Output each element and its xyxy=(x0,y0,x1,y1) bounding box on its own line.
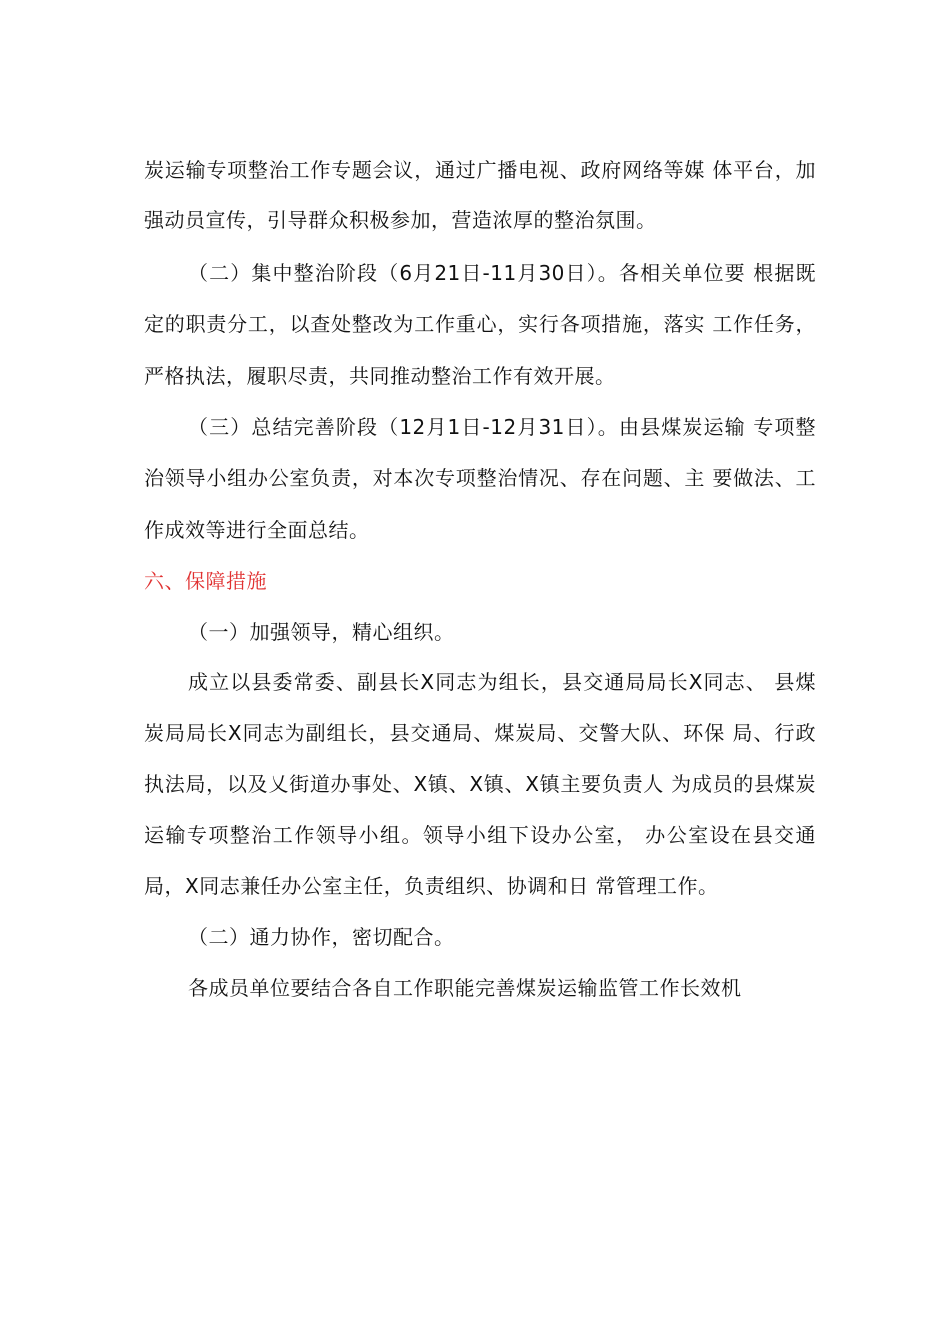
paragraph-line: 运输专项整治工作领导小组。领导小组下设办公室， 办公室设在县交通 xyxy=(144,823,816,847)
subsection-heading: （二）通力协作，密切配合。 xyxy=(188,925,455,949)
paragraph-line: 作成效等进行全面总结。 xyxy=(144,518,370,542)
paragraph-line: （三）总结完善阶段（12月1日-12月31日）。由县煤炭运输 专项整 xyxy=(188,415,816,439)
paragraph-line: 成立以县委常委、副县长X同志为组长，县交通局局长X同志、 县煤 xyxy=(188,670,816,694)
paragraph-line: 炭局局长X同志为副组长，县交通局、煤炭局、交警大队、环保 局、行政 xyxy=(144,721,816,745)
paragraph-line: 治领导小组办公室负责，对本次专项整治情况、存在问题、主 要做法、工 xyxy=(144,466,816,490)
paragraph-line: 各成员单位要结合各自工作职能完善煤炭运输监管工作长效机 xyxy=(188,976,742,1000)
subsection-heading: （一）加强领导，精心组织。 xyxy=(188,620,455,644)
paragraph-line: 炭运输专项整治工作专题会议，通过广播电视、政府网络等媒 体平台，加 xyxy=(144,158,816,182)
paragraph-line: 局，X同志兼任办公室主任，负责组织、协调和日 常管理工作。 xyxy=(144,874,719,898)
paragraph-line: 执法局，以及乂街道办事处、X镇、X镇、X镇主要负责人 为成员的县煤炭 xyxy=(144,772,816,796)
paragraph-line: 严格执法，履职尽责，共同推动整治工作有效开展。 xyxy=(144,364,616,388)
section-heading: 六、保障措施 xyxy=(144,569,267,593)
paragraph-line: 强动员宣传，引导群众积极参加，营造浓厚的整治氛围。 xyxy=(144,208,657,232)
paragraph-line: （二）集中整治阶段（6月21日-11月30日）。各相关单位要 根据既 xyxy=(188,261,816,285)
paragraph-line: 定的职责分工，以查处整改为工作重心，实行各项措施，落实 工作任务， xyxy=(144,312,816,336)
